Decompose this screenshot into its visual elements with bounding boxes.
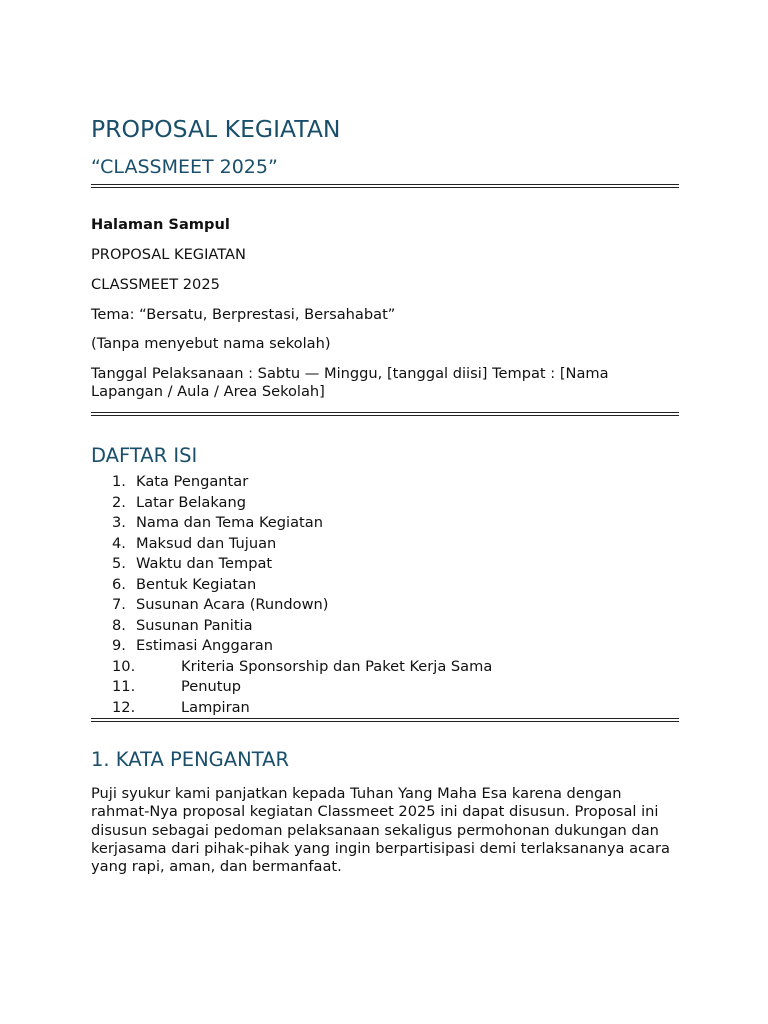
toc-item-label: Waktu dan Tempat xyxy=(136,555,273,572)
cover-schedule: Tanggal Pelaksanaan : Sabtu — Minggu, [tanggal diisi] Tempat : [Nama Lapangan / Aula / Area Sekolah] xyxy=(91,365,609,400)
divider xyxy=(91,412,679,416)
cover-theme: Tema: “Bersatu, Berprestasi, Bersahabat” xyxy=(91,306,396,323)
section-heading: 1. KATA PENGANTAR xyxy=(91,748,289,771)
toc-item-number: 4. xyxy=(112,534,126,552)
document-title: PROPOSAL KEGIATAN xyxy=(91,115,341,143)
toc-item-number: 5. xyxy=(112,555,126,572)
cover-line-2: CLASSMEET 2025 xyxy=(91,276,220,293)
cover-line-1: PROPOSAL KEGIATAN xyxy=(91,246,246,263)
toc-item-label: Susunan Acara (Rundown) xyxy=(136,596,329,613)
toc-item-label: Estimasi Anggaran xyxy=(136,637,273,654)
toc-heading: DAFTAR ISI xyxy=(91,444,198,467)
toc-item-label: Nama dan Tema Kegiatan xyxy=(136,514,323,531)
toc-item-label: Bentuk Kegiatan xyxy=(136,575,257,593)
toc-item-label: Susunan Panitia xyxy=(136,616,253,634)
toc-item-label: Lampiran xyxy=(181,698,250,716)
section-body: Puji syukur kami panjatkan kepada Tuhan Yang Maha Esa karena dengan rahmat-Nya proposal kegiatan Classmeet 2025 ini dapat disusun. Proposal ini disusun sebagai pedoman pelaksanaan sekaligus permohonan dukungan dan kerjasama dari pihak-pihak yang ingin berpartisipasi demi terlaksananya acara yang rapi, aman, dan bermanfaat. xyxy=(91,785,670,876)
divider xyxy=(91,184,679,188)
toc-item-number: 8. xyxy=(112,616,126,634)
toc-item-label: Kata Pengantar xyxy=(136,473,249,490)
toc-item-number: 3. xyxy=(112,514,126,531)
toc-item-number: 10. xyxy=(112,657,136,675)
toc-item-number: 2. xyxy=(112,493,126,511)
document-subtitle: “CLASSMEET 2025” xyxy=(91,156,278,178)
toc-item-number: 1. xyxy=(112,473,126,490)
toc-item-number: 11. xyxy=(112,678,136,695)
toc-item-label: Kriteria Sponsorship dan Paket Kerja Sama xyxy=(181,657,493,675)
toc-item-number: 9. xyxy=(112,637,126,654)
cover-heading: Halaman Sampul xyxy=(91,216,230,233)
toc-item-number: 7. xyxy=(112,596,126,613)
toc-item-label: Maksud dan Tujuan xyxy=(136,534,277,552)
toc-item-number: 12. xyxy=(112,698,136,716)
toc-item-number: 6. xyxy=(112,575,126,593)
cover-note: (Tanpa menyebut nama sekolah) xyxy=(91,335,331,352)
divider xyxy=(91,718,679,722)
toc-item-label: Penutup xyxy=(181,678,241,695)
toc-item-label: Latar Belakang xyxy=(136,493,247,511)
